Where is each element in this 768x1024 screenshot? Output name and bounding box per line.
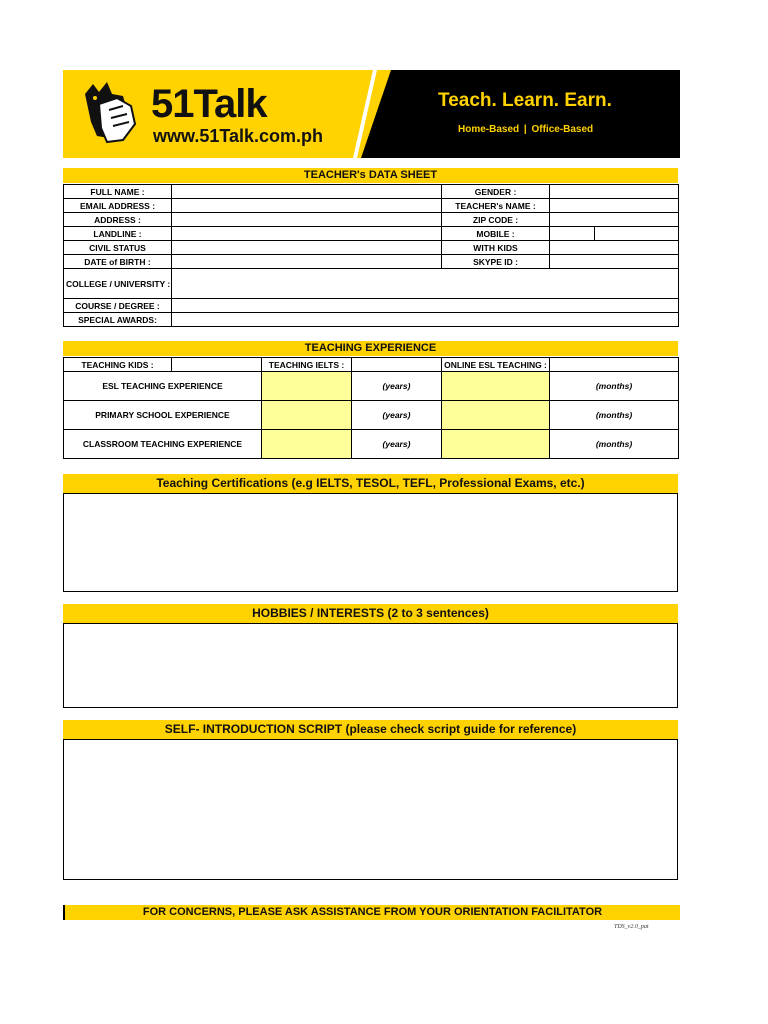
- data-sheet-table: [63, 184, 679, 327]
- course-label: COURSE / DEGREE :: [64, 299, 172, 313]
- work-mode-subtitle: Home-Based | Office-Based: [458, 124, 594, 135]
- landline-label: LANDLINE :: [64, 227, 172, 241]
- civil-status-field[interactable]: [172, 241, 442, 255]
- certifications-title: Teaching Certifications (e.g IELTS, TESOL, TEFL, Professional Exams, etc.): [63, 474, 678, 493]
- gender-label: GENDER :: [442, 185, 550, 199]
- teaching-ielts-field[interactable]: [352, 358, 442, 372]
- classroom-experience-label: CLASSROOM TEACHING EXPERIENCE: [64, 430, 262, 459]
- esl-years-unit: (years): [352, 372, 442, 401]
- hobbies-title: HOBBIES / INTERESTS (2 to 3 sentences): [63, 604, 678, 623]
- teaching-ielts-label: TEACHING IELTS :: [262, 358, 352, 372]
- civil-status-label: CIVIL STATUS: [64, 241, 172, 255]
- teacher-name-field[interactable]: [550, 199, 679, 213]
- header-banner: [63, 70, 680, 158]
- mobile-field-b[interactable]: [595, 227, 679, 241]
- dob-field[interactable]: [172, 255, 442, 269]
- concerns-notice: FOR CONCERNS, PLEASE ASK ASSISTANCE FROM YOUR ORIENTATION FACILITATOR: [63, 905, 680, 920]
- with-kids-field[interactable]: [550, 241, 679, 255]
- tagline: Teach. Learn. Earn.: [438, 90, 612, 111]
- mobile-label: MOBILE :: [442, 227, 550, 241]
- esl-months-field[interactable]: [442, 372, 550, 401]
- brand-url: www.51Talk.com.ph: [153, 126, 324, 146]
- esl-experience-label: ESL TEACHING EXPERIENCE: [64, 372, 262, 401]
- waving-hand-logo-icon: [79, 80, 145, 146]
- classroom-months-field[interactable]: [442, 430, 550, 459]
- data-sheet-title: TEACHER's DATA SHEET: [63, 168, 678, 183]
- experience-title: TEACHING EXPERIENCE: [63, 341, 678, 356]
- full-name-label: FULL NAME :: [64, 185, 172, 199]
- full-name-field[interactable]: [172, 185, 442, 199]
- classroom-months-unit: (months): [550, 430, 679, 459]
- primary-months-field[interactable]: [442, 401, 550, 430]
- primary-months-unit: (months): [550, 401, 679, 430]
- course-field[interactable]: [172, 299, 679, 313]
- awards-label: SPECIAL AWARDS:: [64, 313, 172, 327]
- classroom-years-unit: (years): [352, 430, 442, 459]
- intro-script-title: SELF- INTRODUCTION SCRIPT (please check script guide for reference): [63, 720, 678, 739]
- online-esl-field[interactable]: [550, 358, 679, 372]
- teaching-kids-field[interactable]: [172, 358, 262, 372]
- esl-years-field[interactable]: [262, 372, 352, 401]
- email-field[interactable]: [172, 199, 442, 213]
- email-label: EMAIL ADDRESS :: [64, 199, 172, 213]
- address-label: ADDRESS :: [64, 213, 172, 227]
- with-kids-label: WITH KIDS: [442, 241, 550, 255]
- primary-years-field[interactable]: [262, 401, 352, 430]
- address-field[interactable]: [172, 213, 442, 227]
- intro-script-textarea[interactable]: [63, 739, 678, 880]
- gender-field[interactable]: [550, 185, 679, 199]
- brand-logo-text: 51Talk: [151, 82, 267, 126]
- primary-experience-label: PRIMARY SCHOOL EXPERIENCE: [64, 401, 262, 430]
- college-label: COLLEGE / UNIVERSITY :: [64, 269, 172, 299]
- form-version-code: TDS_v2.0_pat: [614, 924, 649, 930]
- dob-label: DATE of BIRTH :: [64, 255, 172, 269]
- banner-dark-panel: [361, 70, 680, 158]
- awards-field[interactable]: [172, 313, 679, 327]
- skype-field[interactable]: [550, 255, 679, 269]
- mobile-field-a[interactable]: [550, 227, 595, 241]
- teaching-kids-label: TEACHING KIDS :: [64, 358, 172, 372]
- zip-label: ZIP CODE :: [442, 213, 550, 227]
- hobbies-textarea[interactable]: [63, 623, 678, 708]
- esl-months-unit: (months): [550, 372, 679, 401]
- online-esl-label: ONLINE ESL TEACHING :: [442, 358, 550, 372]
- experience-table: [63, 357, 679, 459]
- primary-years-unit: (years): [352, 401, 442, 430]
- skype-label: SKYPE ID :: [442, 255, 550, 269]
- landline-field[interactable]: [172, 227, 442, 241]
- certifications-textarea[interactable]: [63, 493, 678, 592]
- classroom-years-field[interactable]: [262, 430, 352, 459]
- college-field[interactable]: [172, 269, 679, 299]
- zip-field[interactable]: [550, 213, 679, 227]
- teacher-name-label: TEACHER's NAME :: [442, 199, 550, 213]
